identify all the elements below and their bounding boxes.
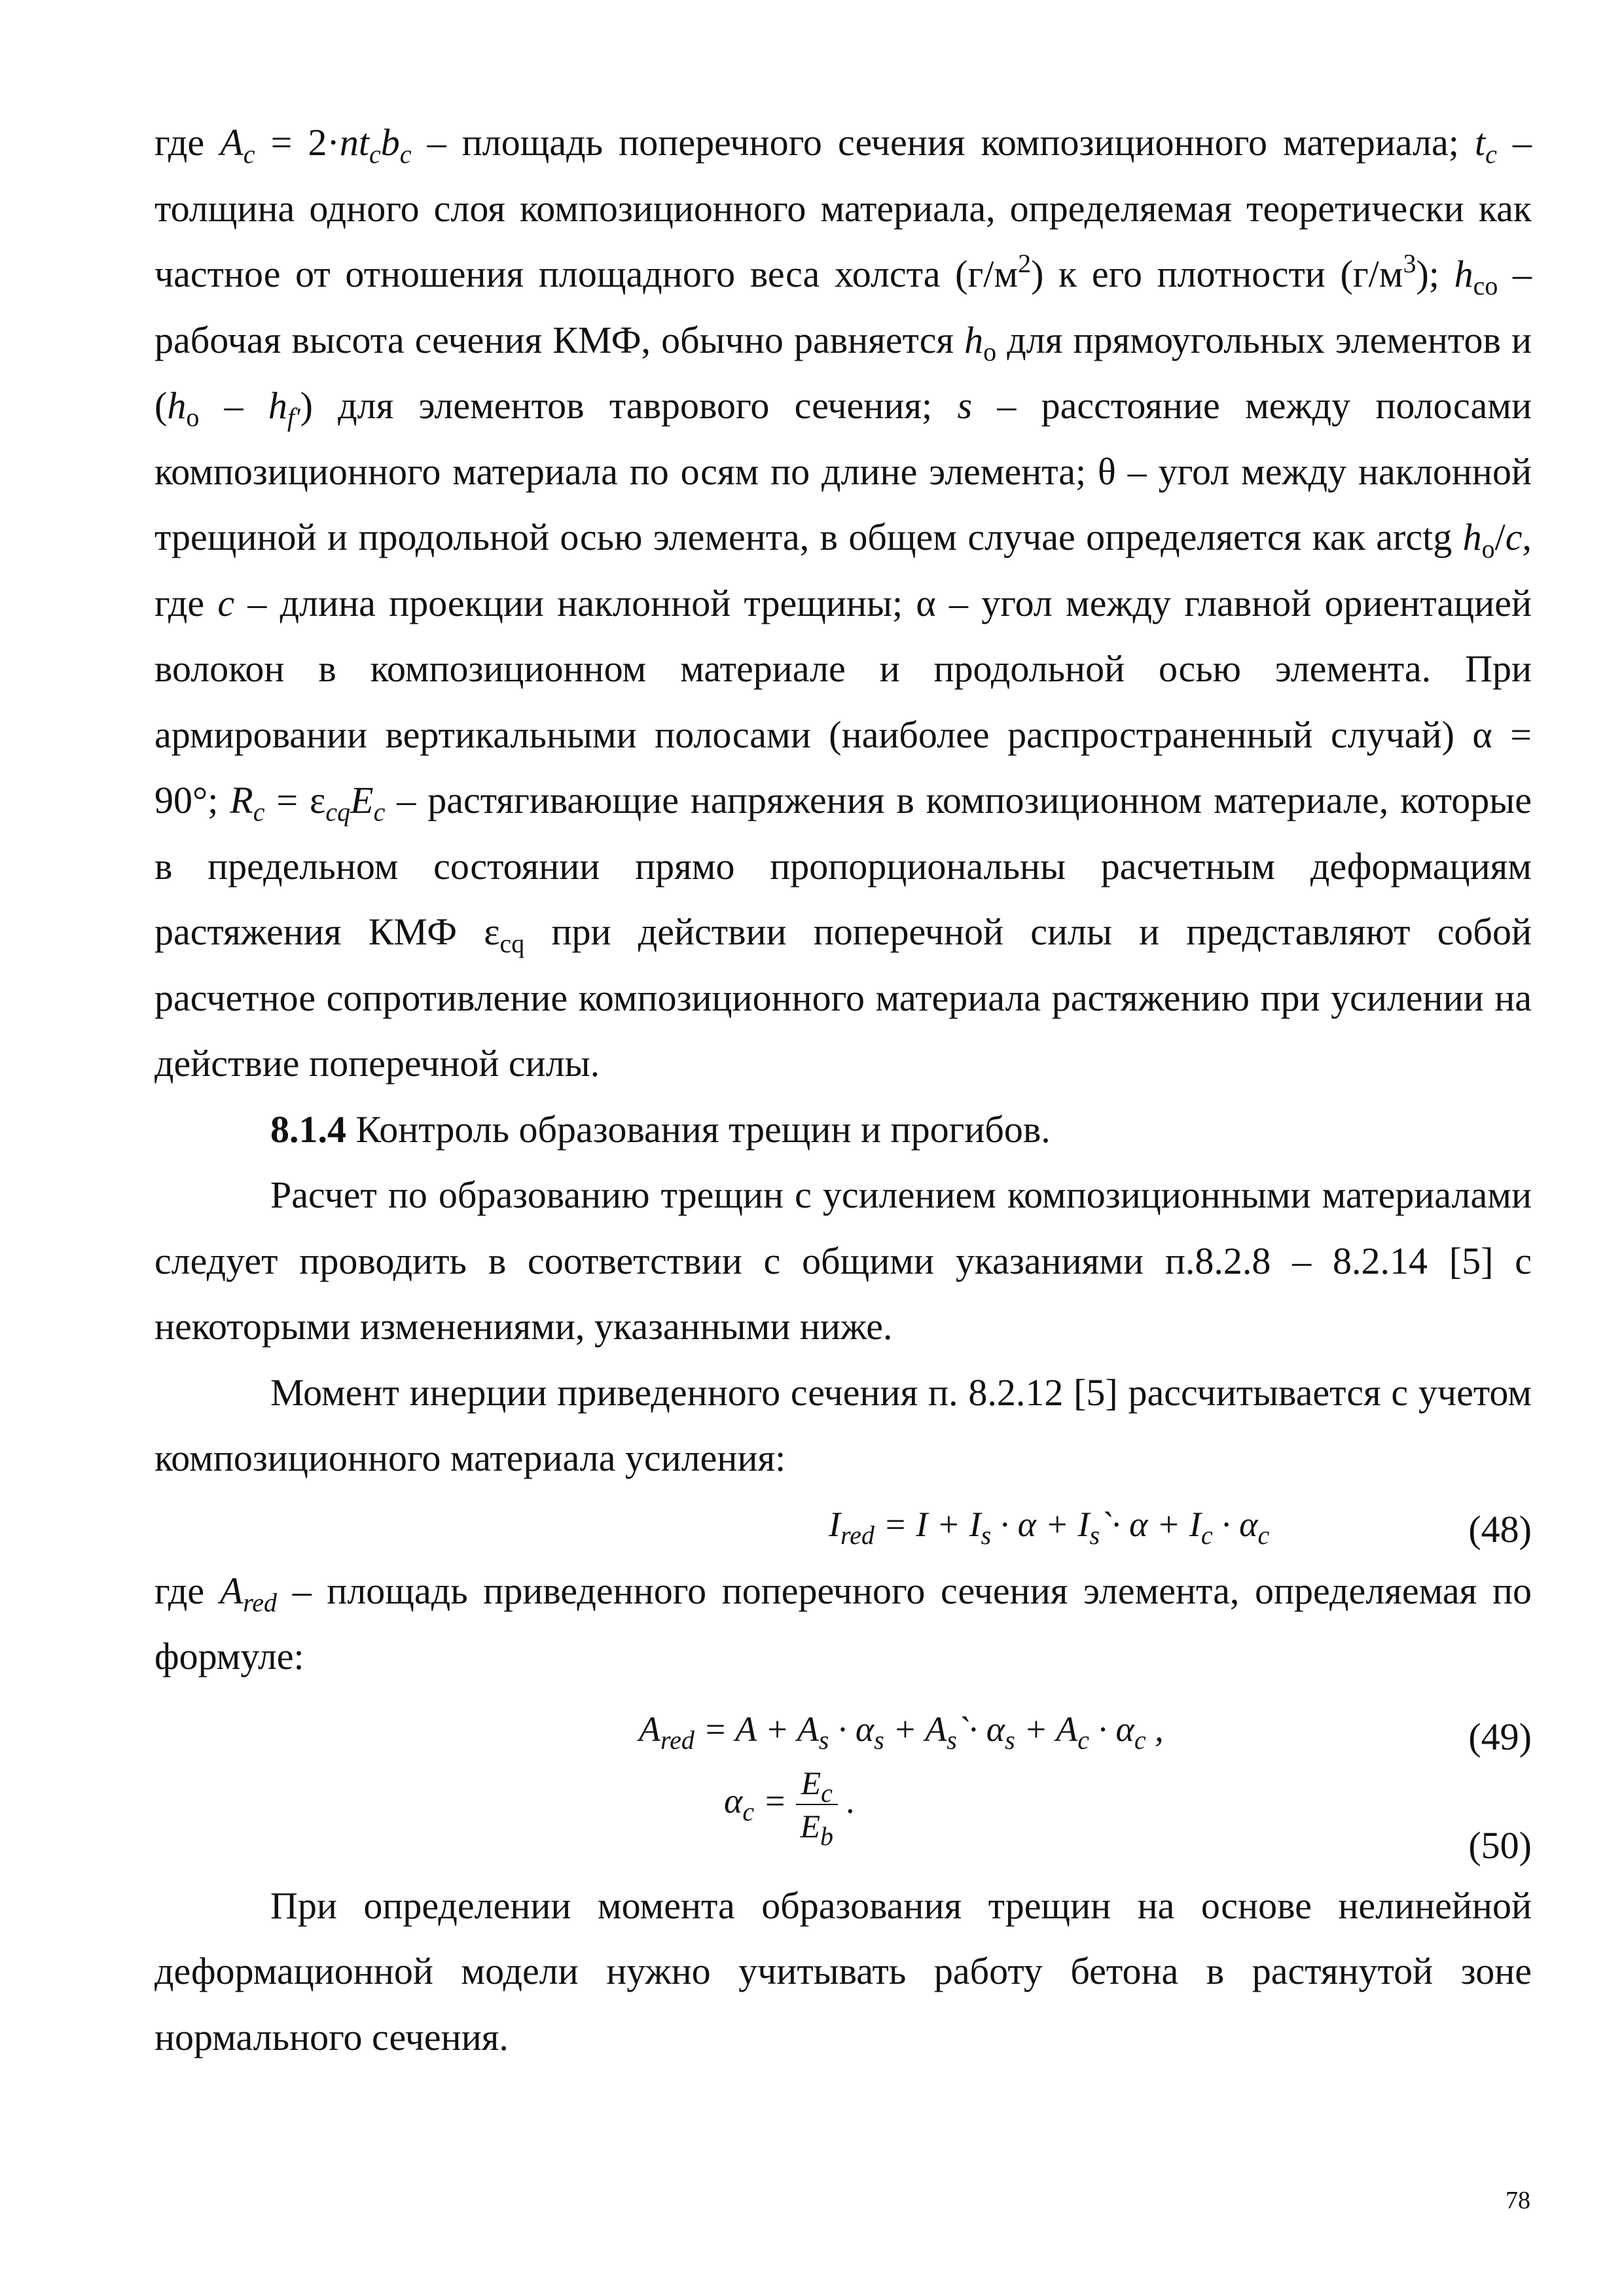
- section-heading: [154, 1097, 1532, 1163]
- formula-49-number: (49): [1468, 1715, 1532, 1758]
- fraction: $\frac{E_c}{E_b}$: [796, 1762, 838, 1847]
- paragraph-moment-of-inertia: Момент инерции приведенного сечения п. 8.2.12 [5] рассчитывается с учетом композиционного материала усиления:: [154, 1371, 1532, 1479]
- formula-50-expression: $\alpha_c$ = $\frac{E_c}{E_b}$ .: [724, 1762, 856, 1847]
- body-text: [154, 110, 1532, 2070]
- formula-48-expression: $I_{red} = I + I_s \cdot \alpha$ + $I_s`\cdot \alpha + I_c \cdot \alpha_c$: [829, 1504, 1270, 1550]
- paragraph-definitions: где $A_c = 2\cdot nt_cb_c$ – площадь поперечного сечения композиционного материала; $t_c$ – толщина одного слоя композиционного материала, определяемая теоретически как частное от отношения площадного веса холста $(г/м^2)$ к его плотности $(г/м^3)$; $h_{co}$ – рабочая высота сечения КМФ, обычно равняется $h_o$ для прямоугольных элементов и $(h_o - h_{f'})$ для элементов таврового сечения; s – расстояние между полосами композиционного материала по осям по длине элемента; θ – угол между наклонной трещиной и продольной осью элемента, в общем случае определяется как arctg $h_o/c$, где c – длина проекции наклонной трещины; α – угол между главной ориентацией волокон в композиционном материале и продольной осью элемента. При армировании вертикальными полосами (наиболее распространенный случай) α = 90°; $R_c = \varepsilon_{cq}E_c$ – растягивающие напряжения в композиционном материале, которые в предельном состоянии прямо пропорциональны расчетным деформациям растяжения КМФ $\varepsilon_{cq}$ при действии поперечной силы и представляют собой расчетное сопротивление композиционного материала растяжению при усилении на действие поперечной силы.: [154, 121, 1532, 1085]
- formula-49: [154, 1690, 1532, 1762]
- formula-48: [154, 1492, 1532, 1558]
- formula-50-number: (50): [1468, 1823, 1532, 1867]
- formula-49-expression: $A_{red} = A + A_s \cdot \alpha_s$ + $A_s`\cdot \alpha_s + A_c \cdot \alpha_c$ ,: [639, 1709, 1164, 1755]
- paragraph-crack-calculation: Расчет по образованию трещин с усилением композиционными материалами следует проводить в соответствии с общими указаниями п.8.2.8 – 8.2.14 [5] с некоторыми изменениями, указанными ниже.: [154, 1174, 1532, 1348]
- paragraph-reduced-area: где $A_{red}$ – площадь приведенного поперечного сечения элемента, определяемая по формуле:: [154, 1569, 1532, 1677]
- page-number: 78: [1506, 2187, 1530, 2214]
- formula-48-number: (48): [1468, 1507, 1532, 1551]
- section-number: 8.1.4: [270, 1107, 346, 1151]
- paragraph-nonlinear-model: При определении момента образования трещин на основе нелинейной деформационной модели нужно учитывать работу бетона в растянутой зоне нормального сечения.: [154, 1884, 1532, 2058]
- formula-50: [154, 1762, 1532, 1873]
- section-title: Контроль образования трещин и прогибов.: [346, 1107, 1051, 1151]
